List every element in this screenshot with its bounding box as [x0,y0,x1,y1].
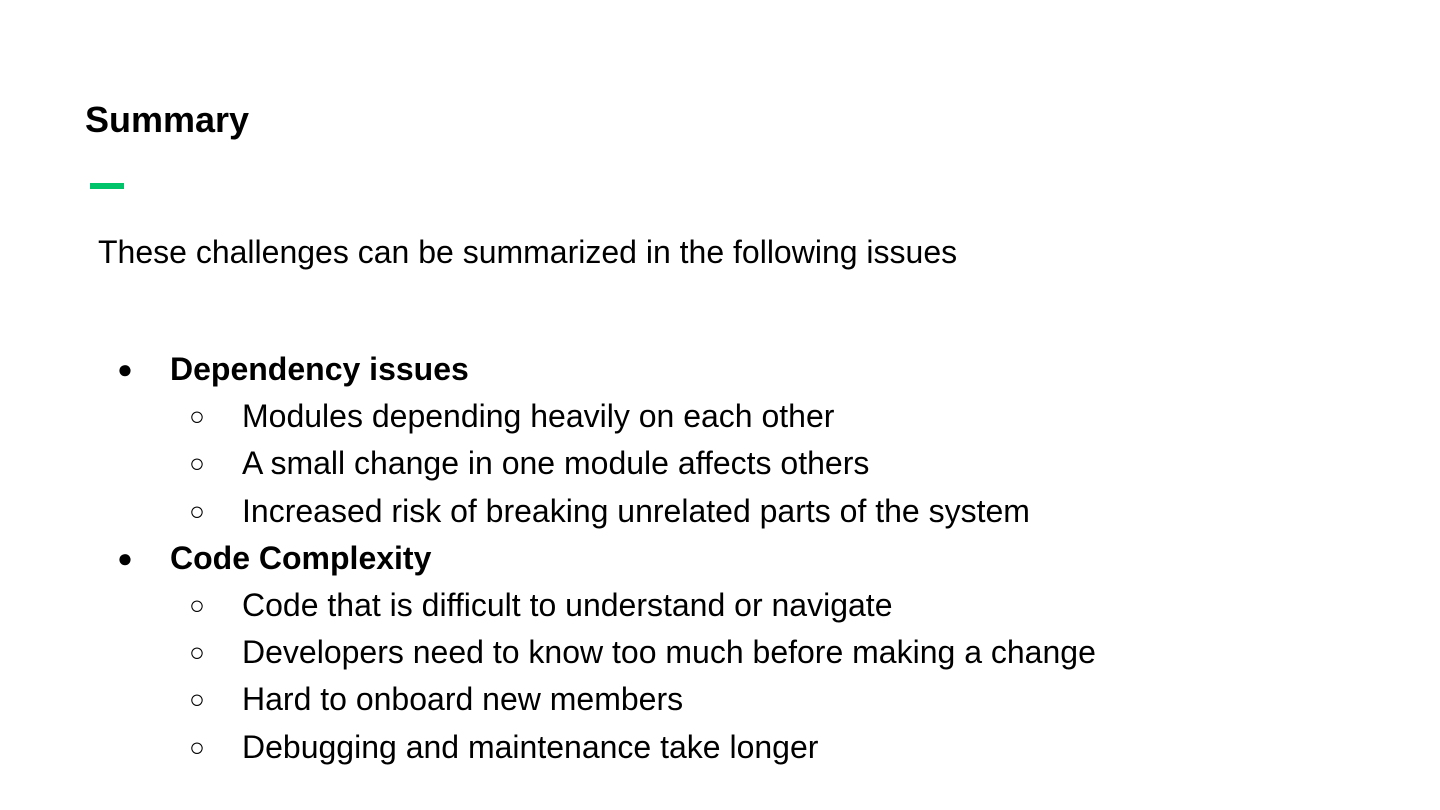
list-item [0,629,1440,676]
filled-bullet-icon: ● [117,542,133,573]
hollow-bullet-icon: ○ [189,495,205,526]
list-item [0,393,1440,440]
title-accent-bar [90,183,124,189]
list-item-text: Code that is difficult to understand or navigate [242,586,893,623]
list-item [0,582,1440,629]
list-item [0,724,1440,771]
list-item-text: Developers need to know too much before making a change [242,634,1096,671]
list-item-code-complexity [0,535,1440,582]
list-item [0,488,1440,535]
filled-bullet-icon: ● [117,354,133,384]
list-item-dependency-issues [0,346,1440,393]
hollow-bullet-icon: ○ [189,401,205,432]
section-heading: Dependency issues [170,351,469,387]
hollow-bullet-icon: ○ [189,731,205,762]
list-item [0,440,1440,487]
list-item-text: A small change in one module affects others [242,445,870,482]
page-title: Summary [85,99,250,140]
section-heading: Code Complexity [170,539,432,576]
list-item-text: Increased risk of breaking unrelated parts of the system [242,492,1030,529]
hollow-bullet-icon: ○ [189,684,205,715]
hollow-bullet-icon: ○ [189,589,205,620]
hollow-bullet-icon: ○ [189,448,205,479]
bullet-list [0,346,1440,771]
list-item-text: Hard to onboard new members [242,681,684,718]
list-item-text: Modules depending heavily on each other [242,398,835,435]
intro-text: These challenges can be summarized in the following issues [98,234,958,270]
hollow-bullet-icon: ○ [189,637,205,668]
list-item-text: Debugging and maintenance take longer [242,728,819,765]
list-item [0,676,1440,723]
